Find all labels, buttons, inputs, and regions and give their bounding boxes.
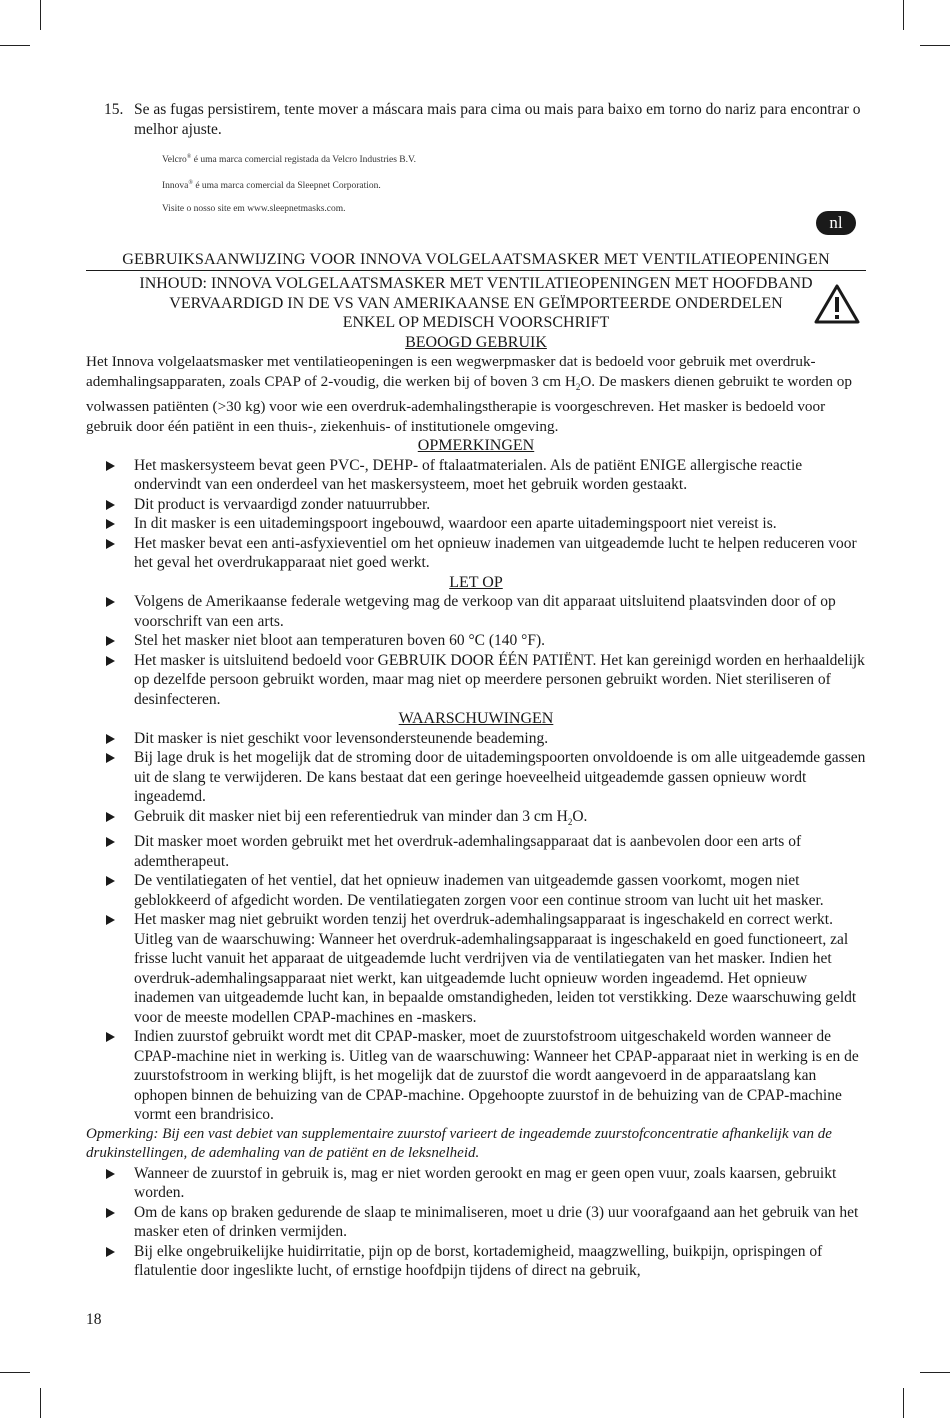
list-item: Bij lage druk is het mogelijk dat de stroming door de uitademingspoorten onvoldoende is om alle uitgeademde gassen uit de slang te verwijderen. De kans bestaat dat een geringe hoeveelheid uitgeademde gassen opnieuw wordt ingeademd. (86, 748, 866, 807)
prescription-line: ENKEL OP MEDISCH VOORSCHRIFT (342, 314, 610, 332)
page-number: 18 (86, 1311, 102, 1328)
oxygen-note: Opmerking: Bij een vast debiet van supplementaire zuurstof varieert de ingeademde zuurstofconcentratie afhankelijk van de drukinstellingen, de ademhaling van de patiënt en de leksnelheid. (86, 1125, 832, 1162)
arrow-bullet-icon (106, 539, 115, 549)
list-item: Gebruik dit masker niet bij een referentiedruk van minder dan 3 cm $H_2O$. (86, 807, 866, 833)
crop-mark (920, 1372, 950, 1373)
list-item: Dit masker moet worden gebruikt met het overdruk-ademhalingsapparaat dat is aanbevolen door een arts of ademtherapeut. (86, 832, 866, 871)
section-heading-remarks: OPMERKINGEN (417, 437, 535, 455)
arrow-bullet-icon (106, 1032, 115, 1042)
document-page (86, 100, 866, 1281)
arrow-bullet-icon (106, 519, 115, 529)
crop-mark (903, 1388, 904, 1418)
crop-mark (0, 45, 30, 46)
language-badge: nl (816, 211, 856, 235)
arrow-bullet-icon (106, 876, 115, 886)
section-heading-caution: LET OP (449, 573, 503, 591)
intended-use-paragraph: Het Innova volgelaatsmasker met ventilatieopeningen is een wegwerpmasker dat is bedoeld voor gebruik met overdruk-ademhalingsapparaten, zoals CPAP of 2-voudig, die werken bij of boven 3 cm $H_2O$. De maskers dienen gebruikt te worden op volwassen patiënten (>30 kg) voor wie een overdruk-ademhalingstherapie is voorgeschreven. Het masker is bedoeld voor gebruik door één patiënt in een thuis-, ziekenhuis- of institutionele omgeving. (86, 353, 852, 435)
list-item: Het masker is uitsluitend bedoeld voor GEBRUIK DOOR ÉÉN PATIËNT. Het kan gereinigd worden en herhaaldelijk op dezelfde persoon gebruikt worden, maar mag niet op meerdere personen gebruikt worden. Niet steriliseren of desinfecteren. (86, 651, 866, 710)
crop-mark (0, 1372, 30, 1373)
arrow-bullet-icon (106, 1169, 115, 1179)
arrow-bullet-icon (106, 597, 115, 607)
list-item: Indien zuurstof gebruikt wordt met dit CPAP-masker, moet de zuurstofstroom uitgeschakeld worden wanneer de CPAP-machine niet in werking is. Uitleg van de waarschuwing: Wanneer het CPAP-apparaat niet in werking is en de zuurstofstroom in werking blijft, is het mogelijk dat de zuurstof die wordt aangevoerd in de apparaatslang kan ophopen binnen de behuizing van de CPAP-machine. Opgehoopte zuurstof in de behuizing van de CPAP-machine vormt een brandrisico. (86, 1027, 866, 1125)
website-note: Visite o nosso site em www.sleepnetmasks.com. (162, 204, 346, 215)
list-item: Het masker mag niet gebruikt worden tenzij het overdruk-ademhalingsapparaat is ingeschakeld en correct werkt. Uitleg van de waarschuwing: Wanneer het overdruk-ademhalingsapparaat is ingeschakeld en goed functioneert, zal frisse lucht vanuit het apparaat de uitgeademde lucht verdrijven via de ventilatiegaten van het masker. Indien het overdruk-ademhalingsapparaat niet werkt, kan uitgeademde lucht opnieuw worden ingeademd. Het opnieuw inademen van uitgeademde lucht kan, in bepaalde omstandigheden, leiden tot verstikking. Deze waarschuwing geldt voor de meeste modellen CPAP-machines en -maskers. (86, 910, 866, 1027)
list-item: Om de kans op braken gedurende de slaap te minimaliseren, moet u drie (3) uur voorafgaand aan het gebruik van het masker eten of drinken vermijden. (86, 1203, 866, 1242)
arrow-bullet-icon (106, 753, 115, 763)
list-item: Stel het masker niet bloot aan temperaturen boven 60 °C (140 °F). (86, 631, 866, 651)
arrow-bullet-icon (106, 636, 115, 646)
list-item: Wanneer de zuurstof in gebruik is, mag er niet worden gerookt en mag er geen open vuur, zoals kaarsen, gebruikt worden. (86, 1164, 866, 1203)
crop-mark (40, 0, 41, 30)
list-item-text: Se as fugas persistirem, tente mover a máscara mais para cima ou mais para baixo em torno do nariz para encontrar o melhor ajuste. (134, 101, 861, 138)
arrow-bullet-icon (106, 461, 115, 471)
list-item: Dit product is vervaardigd zonder natuurrubber. (86, 495, 866, 515)
crop-mark (903, 0, 904, 30)
list-item: Het maskersysteem bevat geen PVC-, DEHP- of ftalaatmaterialen. Als de patiënt ENIGE allergische reactie ondervindt van een onderdeel van het maskersysteem, moet het gebruik worden gestaakt. (86, 456, 866, 495)
list-item: Dit masker is niet geschikt voor levensondersteunende beademing. (86, 729, 866, 749)
made-in-line: VERVAARDIGD IN DE VS VAN AMERIKAANSE EN GEÏMPORTEERDE ONDERDELEN (169, 294, 783, 312)
section-heading-intended-use: BEOOGD GEBRUIK (405, 333, 547, 351)
list-item: Bij elke ongebruikelijke huidirritatie, pijn op de borst, kortademigheid, maagzwelling, buikpijn, oprispingen of flatulentie door ingeslikte lucht, of ernstige hoofdpijn tijdens of direct na gebruik, (86, 1242, 866, 1281)
list-item: Het masker bevat een anti-asfyxieventiel om het opnieuw inademen van uitgeademde lucht te helpen reduceren voor het geval het overdrukapparaat niet goed werkt. (86, 534, 866, 573)
arrow-bullet-icon (106, 1208, 115, 1218)
trademark-note: Velcro® é uma marca comercial registada da Velcro Industries B.V. (162, 154, 417, 166)
list-item: Volgens de Amerikaanse federale wetgeving mag de verkoop van dit apparaat uitsluitend plaatsvinden door of op voorschrift van een arts. (86, 592, 866, 631)
list-number: 15. (104, 101, 124, 118)
list-item: In dit masker is een uitademingspoort ingebouwd, waardoor een aparte uitademingspoort niet vereist is. (86, 514, 866, 534)
trademark-note: Innova® é uma marca comercial da Sleepnet Corporation. (162, 180, 381, 192)
arrow-bullet-icon (106, 734, 115, 744)
crop-mark (920, 45, 950, 46)
list-item: De ventilatiegaten of het ventiel, dat het opnieuw inademen van uitgeademde gassen voorkomt, mogen niet geblokkeerd of afgedicht worden. De ventilatiegaten zorgen voor een continue stroom van lucht uit het masker. (86, 871, 866, 910)
arrow-bullet-icon (106, 500, 115, 510)
arrow-bullet-icon (106, 915, 115, 925)
document-title: GEBRUIKSAANWIJZING VOOR INNOVA VOLGELAATSMASKER MET VENTILATIEOPENINGEN (86, 249, 866, 271)
arrow-bullet-icon (106, 1247, 115, 1257)
crop-mark (40, 1388, 41, 1418)
contents-line: INHOUD: INNOVA VOLGELAATSMASKER MET VENTILATIEOPENINGEN MET HOOFDBAND (139, 275, 813, 293)
list-item (86, 100, 866, 139)
arrow-bullet-icon (106, 812, 115, 822)
section-heading-warnings: WAARSCHUWINGEN (398, 710, 554, 728)
arrow-bullet-icon (106, 837, 115, 847)
arrow-bullet-icon (106, 656, 115, 666)
